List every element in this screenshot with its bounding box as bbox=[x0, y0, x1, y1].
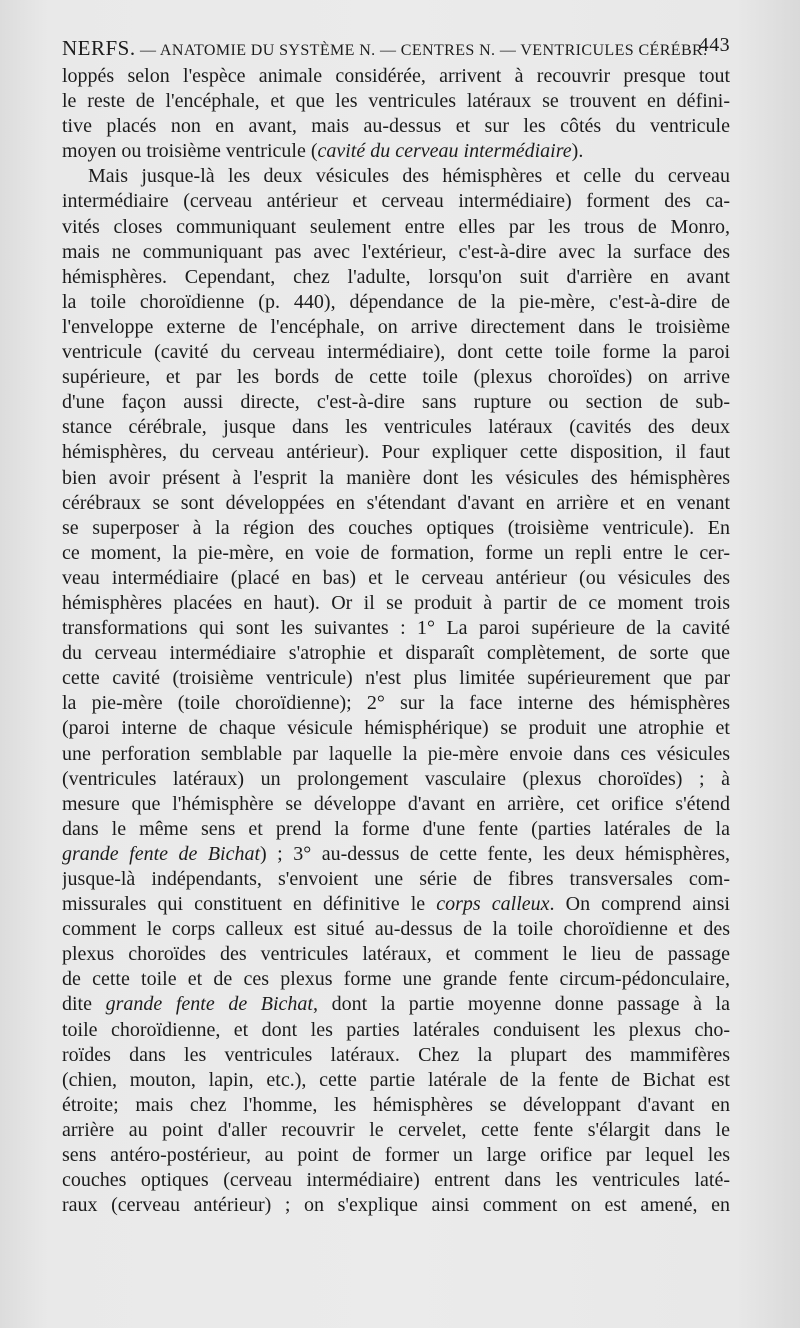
text-line bbox=[62, 390, 730, 415]
text-run: stance cérébrale, jusque dans les ventricules latéraux (cavités des deux bbox=[62, 416, 730, 439]
text-line bbox=[62, 541, 730, 566]
text-run: se superposer à la région des couches optiques (troisième ventricule). En bbox=[62, 516, 730, 539]
text-line bbox=[62, 1068, 730, 1093]
text-line bbox=[62, 716, 730, 741]
text-run: . On comprend ainsi bbox=[549, 893, 730, 916]
text-line bbox=[62, 817, 730, 842]
text-line bbox=[62, 1143, 730, 1168]
text-run: dans le même sens et prend la forme d'une fente (parties latérales de la bbox=[62, 817, 730, 840]
text-run: mesure que l'hémisphère se développe d'avant en arrière, cet orifice s'étend bbox=[62, 792, 730, 815]
text-run: ce moment, la pie-mère, en voie de formation, forme un repli entre le cer- bbox=[62, 541, 730, 564]
text-line bbox=[62, 139, 730, 164]
text-run: (paroi interne de chaque vésicule hémisphérique) se produit une atrophie et bbox=[62, 717, 730, 740]
text-line bbox=[62, 1168, 730, 1193]
text-run: ) ; 3° au-dessus de cette fente, les deux hémisphères, bbox=[260, 842, 730, 865]
text-run: étroite; mais chez l'homme, les hémisphères se développant d'avant en bbox=[62, 1093, 730, 1116]
text-run: une perforation semblable par laquelle la pie-mère envoie dans ces vésicules bbox=[62, 742, 730, 765]
text-run: dite bbox=[62, 993, 106, 1016]
text-line bbox=[62, 114, 730, 139]
italic-run: corps calleux bbox=[436, 893, 550, 916]
running-head-title bbox=[62, 36, 708, 61]
text-run: la pie-mère (toile choroïdienne); 2° sur la face interne des hémisphères bbox=[62, 692, 730, 715]
text-run: la toile choroïdienne (p. 440), dépendance de la pie-mère, c'est-à-dire de bbox=[62, 290, 730, 313]
text-line bbox=[62, 265, 730, 290]
text-run: sens antéro-postérieur, au point de former un large orifice par lequel les bbox=[62, 1144, 730, 1167]
text-line bbox=[62, 917, 730, 942]
text-line bbox=[62, 240, 730, 265]
text-line bbox=[62, 415, 730, 440]
text-line bbox=[62, 842, 730, 867]
text-line bbox=[62, 892, 730, 917]
text-run: hémisphères, du cerveau antérieur). Pour expliquer cette disposition, il faut bbox=[62, 441, 730, 464]
text-line bbox=[62, 440, 730, 465]
text-line bbox=[62, 641, 730, 666]
text-line bbox=[62, 340, 730, 365]
text-line bbox=[62, 1118, 730, 1143]
text-run: l'enveloppe externe de l'encéphale, on arrive directement dans le troisième bbox=[62, 315, 730, 338]
text-line bbox=[62, 691, 730, 716]
text-run: , dont la partie moyenne donne passage à la bbox=[313, 993, 730, 1016]
text-run: de cette toile et de ces plexus forme une grande fente circum-pédonculaire, bbox=[62, 968, 730, 991]
running-head bbox=[62, 34, 730, 60]
text-run: moyen ou troisième ventricule ( bbox=[62, 140, 318, 163]
text-line bbox=[62, 315, 730, 340]
text-run: supérieure, et par les bords de cette toile (plexus choroïdes) on arrive bbox=[62, 366, 730, 389]
italic-run: grande fente de Bichat bbox=[62, 842, 261, 865]
text-run: comment le corps calleux est situé au-dessus de la toile choroïdienne et des bbox=[62, 918, 730, 941]
text-line bbox=[62, 516, 730, 541]
text-line bbox=[62, 566, 730, 591]
text-line bbox=[62, 992, 730, 1017]
text-run: tive placés non en avant, mais au-dessus et sur les côtés du ventricule bbox=[62, 115, 730, 138]
text-line bbox=[62, 742, 730, 767]
text-line bbox=[62, 1018, 730, 1043]
text-run: couches optiques (cerveau intermédiaire) entrent dans les ventricules laté- bbox=[62, 1169, 730, 1192]
text-run: intermédiaire (cerveau antérieur et cerveau intermédiaire) forment des ca- bbox=[62, 190, 730, 213]
text-run: le reste de l'encéphale, et que les ventricules latéraux se trouvent en défini- bbox=[62, 90, 730, 113]
text-line bbox=[62, 215, 730, 240]
text-line bbox=[62, 767, 730, 792]
text-run: du cerveau intermédiaire s'atrophie et disparaît complètement, de sorte que bbox=[62, 642, 730, 665]
text-run: Mais jusque-là les deux vésicules des hémisphères et celle du cerveau bbox=[88, 165, 730, 188]
text-run: veau intermédiaire (placé en bas) et le cerveau antérieur (ou vésicules des bbox=[62, 566, 730, 589]
running-head-subtitle: — ANATOMIE DU SYSTÈME N. — CENTRES N. — VENTRICULES CÉRÉBR. bbox=[135, 42, 708, 59]
text-run: cérébraux se sont développées en s'étendant d'avant en arrière et en venant bbox=[62, 491, 730, 514]
text-line bbox=[62, 1043, 730, 1068]
text-line bbox=[62, 164, 730, 189]
text-run: (chien, mouton, lapin, etc.), cette partie latérale de la fente de Bichat est bbox=[62, 1068, 730, 1091]
text-run: hémisphères placées en haut). Or il se produit à partir de ce moment trois bbox=[62, 591, 730, 614]
text-run: mais ne communiquant pas avec l'extérieur, c'est-à-dire avec la surface des bbox=[62, 240, 730, 263]
text-line bbox=[62, 616, 730, 641]
text-line bbox=[62, 189, 730, 214]
text-line bbox=[62, 867, 730, 892]
text-run: vités closes communiquant seulement entre elles par les trous de Monro, bbox=[62, 215, 730, 238]
text-run: toile choroïdienne, et dont les parties latérales conduisent les plexus cho- bbox=[62, 1018, 730, 1041]
text-run: hémisphères. Cependant, chez l'adulte, lorsqu'on suit d'arrière en avant bbox=[62, 265, 730, 288]
text-line bbox=[62, 1093, 730, 1118]
text-line bbox=[62, 491, 730, 516]
text-run: ). bbox=[571, 140, 584, 163]
running-head-section: NERFS. bbox=[62, 36, 136, 60]
text-run: transformations qui sont les suivantes : 1° La paroi supérieure de la cavité bbox=[62, 617, 730, 640]
text-line bbox=[62, 591, 730, 616]
text-run: missurales qui constituent en définitive le bbox=[62, 893, 437, 916]
text-run: ventricule (cavité du cerveau intermédiaire), dont cette toile forme la paroi bbox=[62, 341, 730, 364]
text-line bbox=[62, 1193, 730, 1218]
italic-run: cavité du cerveau intermédiaire bbox=[317, 140, 572, 163]
body-text bbox=[62, 64, 730, 1218]
text-line bbox=[62, 365, 730, 390]
text-line bbox=[62, 89, 730, 114]
text-line bbox=[62, 290, 730, 315]
text-run: d'une façon aussi directe, c'est-à-dire sans rupture ou section de sub- bbox=[62, 391, 730, 414]
text-run: roïdes dans les ventricules latéraux. Chez la plupart des mammifères bbox=[62, 1043, 730, 1066]
text-run: raux (cerveau antérieur) ; on s'explique ainsi comment on est amené, en bbox=[62, 1194, 730, 1217]
text-line bbox=[62, 64, 730, 89]
text-run: loppés selon l'espèce animale considérée, arrivent à recouvrir presque tout bbox=[62, 65, 730, 87]
text-line bbox=[62, 466, 730, 491]
text-run: arrière au point d'aller recouvrir le cervelet, cette fente s'élargit dans le bbox=[62, 1118, 730, 1141]
italic-run: grande fente de Bichat bbox=[105, 993, 313, 1016]
page-number: 443 bbox=[698, 34, 730, 56]
text-run: bien avoir présent à l'esprit la manière dont les vésicules des hémisphères bbox=[62, 466, 730, 489]
text-run: jusque-là indépendants, s'envoient une série de fibres transversales com- bbox=[62, 868, 730, 890]
text-run: cette cavité (troisième ventricule) n'est plus limitée supérieurement que par bbox=[62, 667, 730, 690]
text-line bbox=[62, 942, 730, 967]
text-run: (ventricules latéraux) un prolongement vasculaire (plexus choroïdes) ; à bbox=[62, 767, 730, 790]
text-run: plexus choroïdes des ventricules latéraux, et comment le lieu de passage bbox=[62, 943, 730, 966]
text-line bbox=[62, 666, 730, 691]
text-line bbox=[62, 792, 730, 817]
text-line bbox=[62, 967, 730, 992]
